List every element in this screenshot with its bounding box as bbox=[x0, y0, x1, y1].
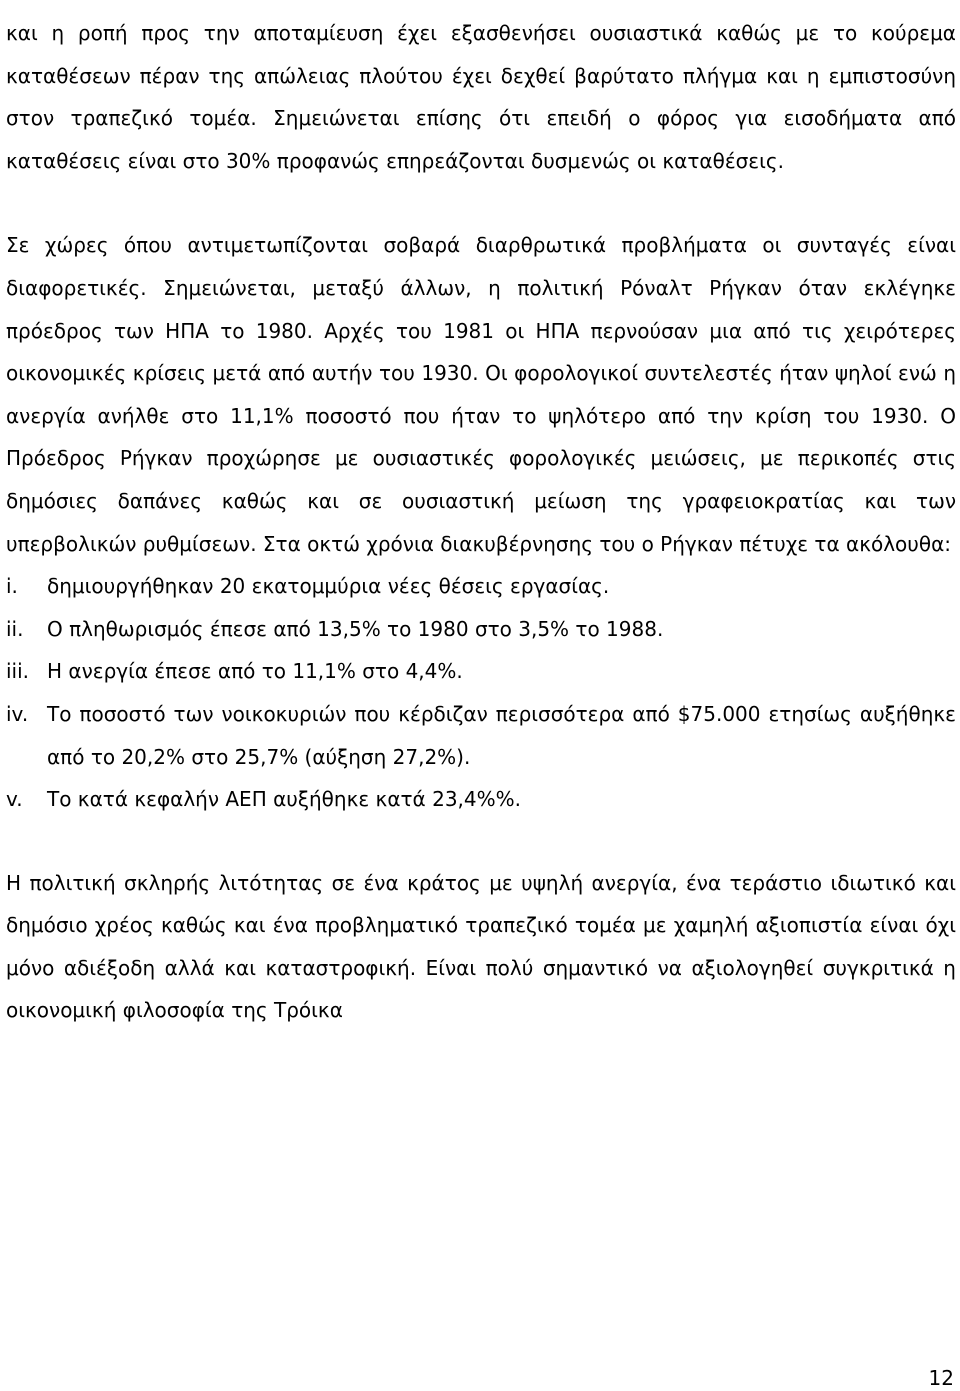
list-item-text: Ο πληθωρισμός έπεσε από 13,5% το 1980 στο 3,5% το 1988. bbox=[47, 616, 664, 641]
list-item bbox=[6, 608, 956, 651]
paragraph-austerity: Η πολιτική σκληρής λιτότητας σε ένα κράτος με υψηλή ανεργία, ένα τεράστιο ιδιωτικό και δημόσιο χρέος καθώς και ένα προβληματικό τραπεζικό τομέα με χαμηλή αξιοπιστία είναι όχι μόνο αδιέξοδη αλλά και καταστροφική. Είναι πολύ σημαντικό να αξιολογηθεί συγκριτικά η οικονομική φιλοσοφία της Τρόικα bbox=[6, 870, 956, 1023]
list-marker: iii. bbox=[6, 659, 30, 684]
list-item bbox=[6, 693, 956, 778]
reagan-results-list bbox=[6, 565, 956, 821]
paragraph-savings: και η ροπή προς την αποταμίευση έχει εξασθενήσει ουσιαστικά καθώς με το κούρεμα καταθέσεων πέραν της απώλειας πλούτου έχει δεχθεί βαρύτατο πλήγμα και η εμπιστοσύνη στον τραπεζικό τομέα. Σημειώνεται επίσης ότι επειδή ο φόρος για εισοδήματα από καταθέσεις είναι στο 30% προφανώς επηρεάζονται δυσμενώς οι καταθέσεις. bbox=[6, 21, 956, 173]
list-item-text: Η ανεργία έπεσε από το 11,1% στο 4,4%. bbox=[47, 659, 463, 684]
page-number: 12 bbox=[928, 1366, 954, 1390]
list-marker: v. bbox=[6, 787, 23, 812]
document-page bbox=[6, 0, 956, 1032]
list-item bbox=[6, 778, 956, 821]
list-item bbox=[6, 650, 956, 693]
list-item-text: Το κατά κεφαλήν ΑΕΠ αυξήθηκε κατά 23,4%%. bbox=[47, 787, 521, 812]
list-item-text: Το ποσοστό των νοικοκυριών που κέρδιζαν περισσότερα από $75.000 ετησίως αυξήθηκε από το 20,2% στο 25,7% (αύξηση 27,2%). bbox=[47, 701, 956, 769]
list-item bbox=[6, 565, 956, 608]
list-marker: iv. bbox=[6, 701, 29, 726]
list-marker: ii. bbox=[6, 616, 24, 641]
list-marker: i. bbox=[6, 574, 18, 599]
paragraph-reagan-policy: Σε χώρες όπου αντιμετωπίζονται σοβαρά διαρθρωτικά προβλήματα οι συνταγές είναι διαφορετικές. Σημειώνεται, μεταξύ άλλων, η πολιτική Ρόναλτ Ρήγκαν όταν εκλέγηκε πρόεδρος των ΗΠΑ το 1980. Αρχές του 1981 οι ΗΠΑ περνούσαν μια από τις χειρότερες οικονομικές κρίσεις μετά από αυτήν του 1930. Οι φορολογικοί συντελεστές ήταν ψηλοί ενώ η ανεργία ανήλθε στο 11,1% ποσοστό που ήταν το ψηλότερο από την κρίση του 1930. Ο Πρόεδρος Ρήγκαν προχώρησε με ουσιαστικές φορολογικές μειώσεις, με περικοπές στις δημόσιες δαπάνες καθώς και σε ουσιαστική μείωση της γραφειοκρατίας και των υπερβολικών ρυθμίσεων. Στα οκτώ χρόνια διακυβέρνησης του ο Ρήγκαν πέτυχε τα ακόλουθα: bbox=[6, 233, 956, 556]
list-item-text: δημιουργήθηκαν 20 εκατομμύρια νέες θέσεις εργασίας. bbox=[47, 574, 610, 599]
